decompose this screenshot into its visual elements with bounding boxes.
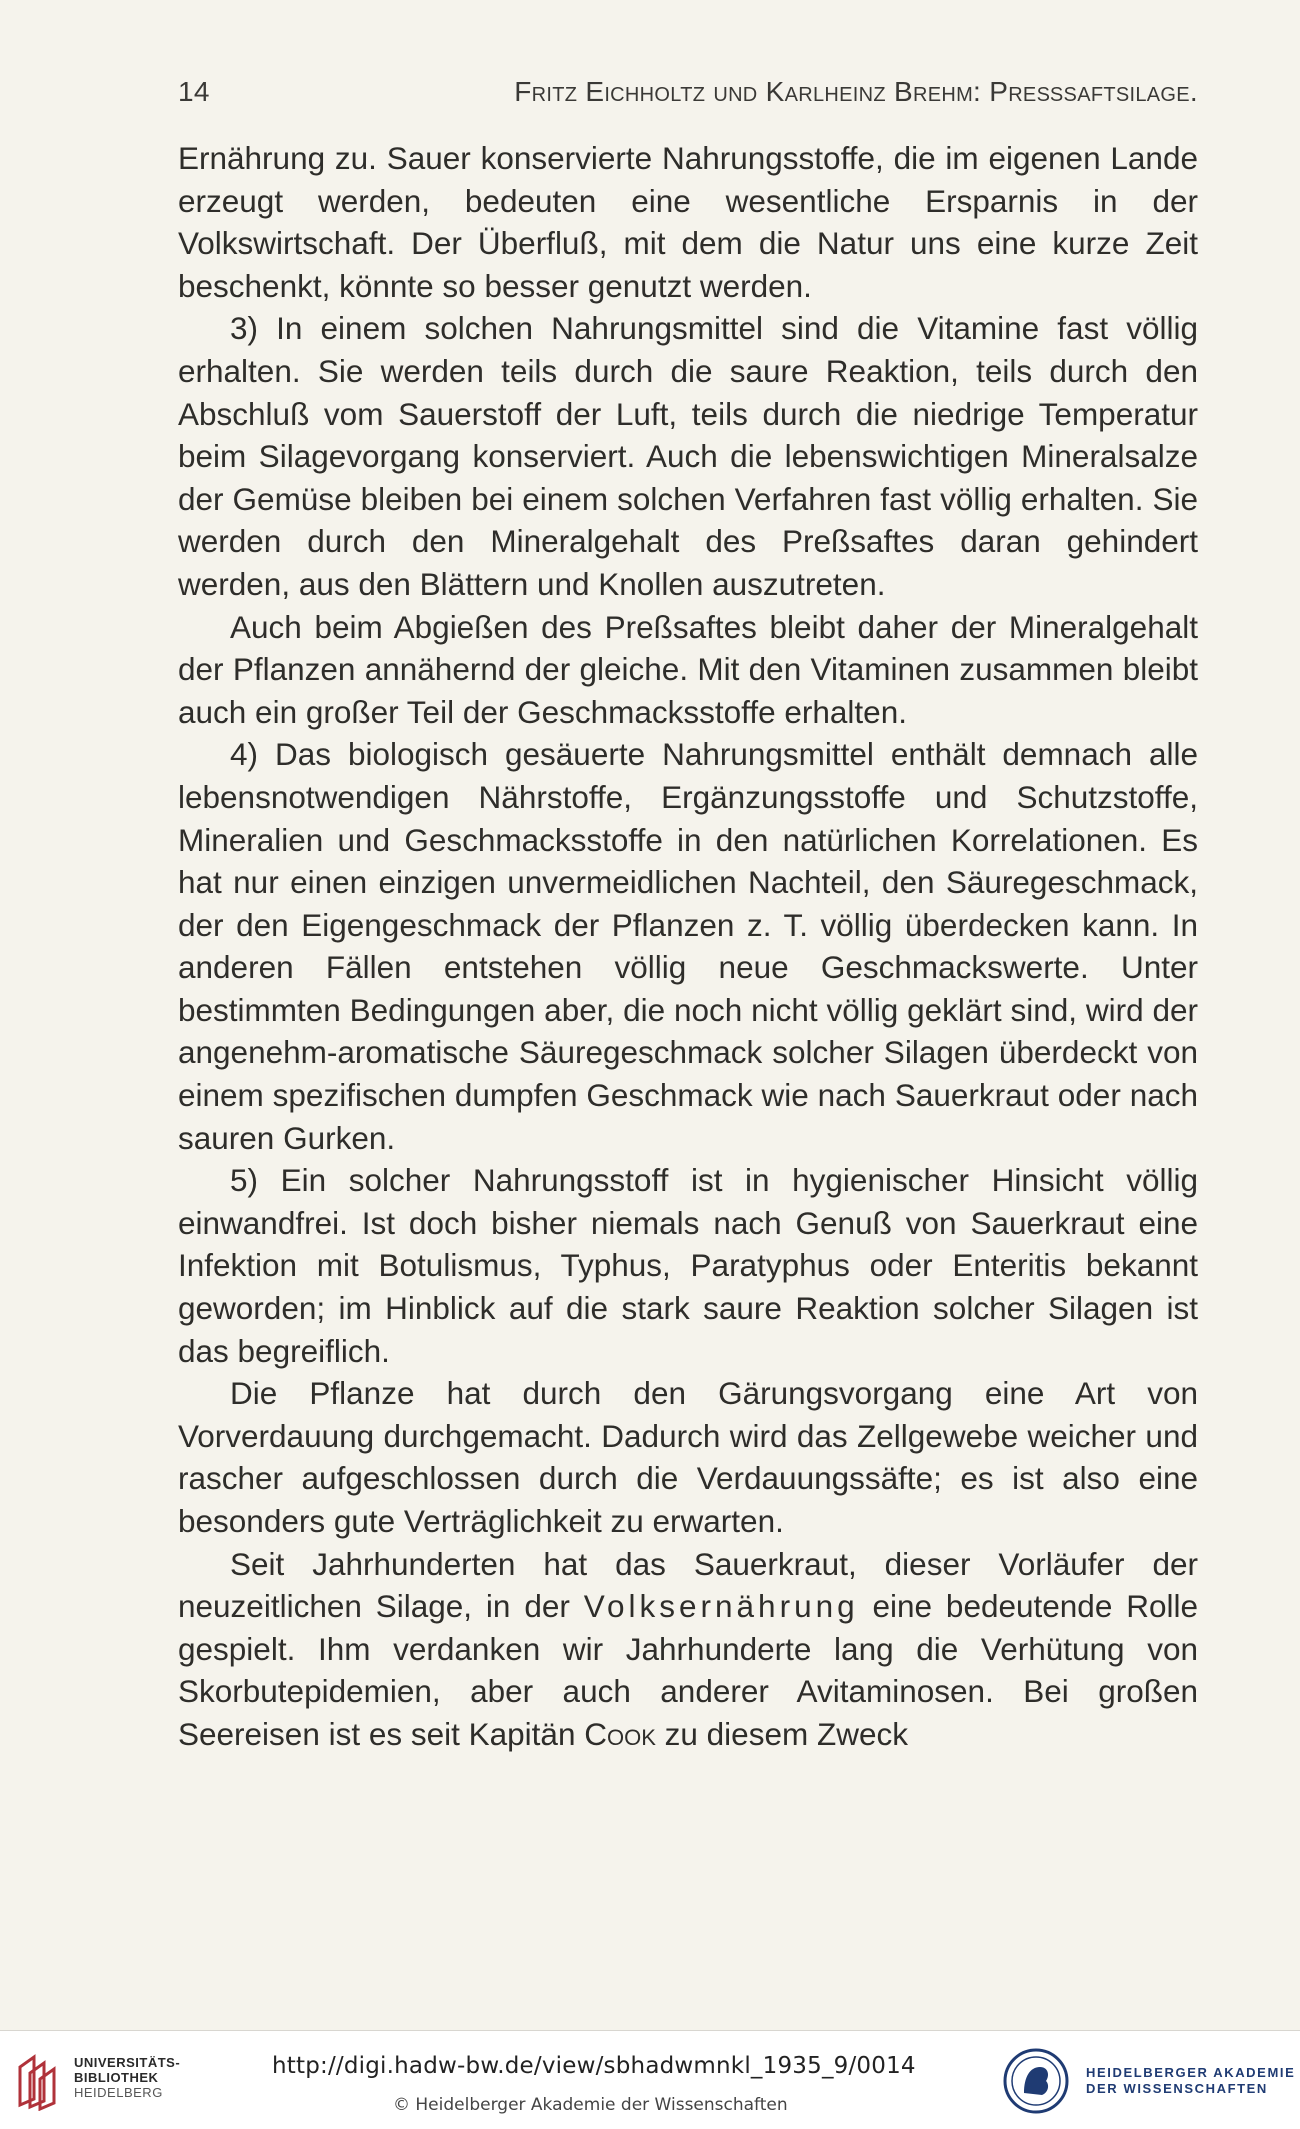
academy-seal-icon [1002,2047,1070,2115]
paragraph: Ernährung zu. Sauer konservierte Nahrungsstoffe, die im eigenen Lande erzeugt werden, bedeuten eine wesentliche Ersparnis in der Volkswirtschaft. Der Überfluß, mit dem die Natur uns eine kurze Zeit beschenkt, könnte so besser genutzt werden. [178,140,1198,304]
running-header [178,76,1198,116]
body-text [178,137,1198,1756]
paragraph: 3) In einem solchen Nahrungsmittel sind die Vitamine fast völlig erhalten. Sie werden teils durch die saure Reaktion, teils durch den Abschluß vom Sauerstoff der Luft, teils durch die niedrige Temperatur beim Silagevorgang konserviert. Auch die lebenswichtigen Mineralsalze der Gemüse bleiben bei einem solchen Verfahren fast völlig erhalten. Sie werden durch den Mineralgehalt des Preßsaftes daran gehindert werden, aus den Blättern und Knollen auszutreten. [178,310,1198,602]
academy-name-line: HEIDELBERGER AKADEMIE [1086,2065,1296,2080]
academy-name [1086,2065,1295,2097]
paragraph: 5) Ein solcher Nahrungsstoff ist in hygienischer Hinsicht völlig einwandfrei. Ist doch bisher niemals nach Genuß von Sauerkraut eine Infektion mit Botulismus, Typhus, Paratyphus oder Enteritis bekannt geworden; im Hinblick auf die stark saure Reaktion solcher Silagen ist das begreiflich. [178,1162,1198,1369]
paragraph: 4) Das biologisch gesäuerte Nahrungsmittel enthält demnach alle lebensnotwendigen Nährstoffe, Ergänzungsstoffe und Schutzstoffe, Mineralien und Geschmacksstoffe in den natürlichen Korrelationen. Es hat nur einen einzigen unvermeidlichen Nachteil, den Säuregeschmack, der den Eigengeschmack der Pflanzen z. T. völlig überdecken kann. In anderen Fällen entstehen völlig neue Geschmackswerte. Unter bestimmten Bedingungen aber, die noch nicht völlig geklärt sind, wird der angenehm-aromatische Säuregeschmack solcher Silagen überdeckt von einem spezifischen dumpfen Geschmack wie nach Sauerkraut oder nach sauren Gurken. [178,736,1198,1156]
text-run: Seit Jahrhunderten hat das Sauerkraut, dieser Vorläufer der neuzeitlichen Silage, in der [178,1545,1198,1625]
library-name [74,2055,180,2100]
page-number: 14 [178,76,210,107]
library-name-line: BIBLIOTHEK [74,2070,159,2085]
copyright-notice: © Heidelberger Akademie der Wissenschaften [393,2095,788,2115]
text-run: zu diesem Zweck [655,1715,908,1752]
university-library-logo-icon [14,2053,66,2111]
text-run: eine bedeutende Rolle gespielt. Ihm verdanken wir Jahrhunderte lang die Verhütung von Skorbutepidemien, aber auch anderer Avitaminosen. Bei großen Seereisen ist es seit Kapitän [178,1588,1198,1752]
emphasized-term: Volksernährung [583,1588,859,1625]
library-name-line: UNIVERSITÄTS- [74,2055,181,2070]
permalink-url[interactable]: http://digi.hadw-bw.de/view/sbhadwmnkl_1935_9/0014 [272,2053,916,2079]
person-name: Cook [584,1715,656,1752]
digitization-footer [0,2030,1300,2129]
paragraph: Auch beim Abgießen des Preßsaftes bleibt daher der Mineralgehalt der Pflanzen annähernd der gleiche. Mit den Vitaminen zusammen bleibt auch ein großer Teil der Geschmacksstoffe erhalten. [178,608,1198,730]
library-name-line: HEIDELBERG [74,2085,163,2100]
paragraph-last [178,1543,1198,1756]
academy-name-line: DER WISSENSCHAFTEN [1086,2081,1268,2096]
paragraph: Die Pflanze hat durch den Gärungsvorgang eine Art von Vorverdauung durchgemacht. Dadurch wird das Zellgewebe weicher und rascher aufgeschlossen durch die Verdauungssäfte; es ist also eine besonders gute Verträglichkeit zu erwarten. [178,1375,1198,1539]
running-title: Fritz Eichholtz und Karlheinz Brehm: Preßsaftsilage. [514,76,1198,107]
